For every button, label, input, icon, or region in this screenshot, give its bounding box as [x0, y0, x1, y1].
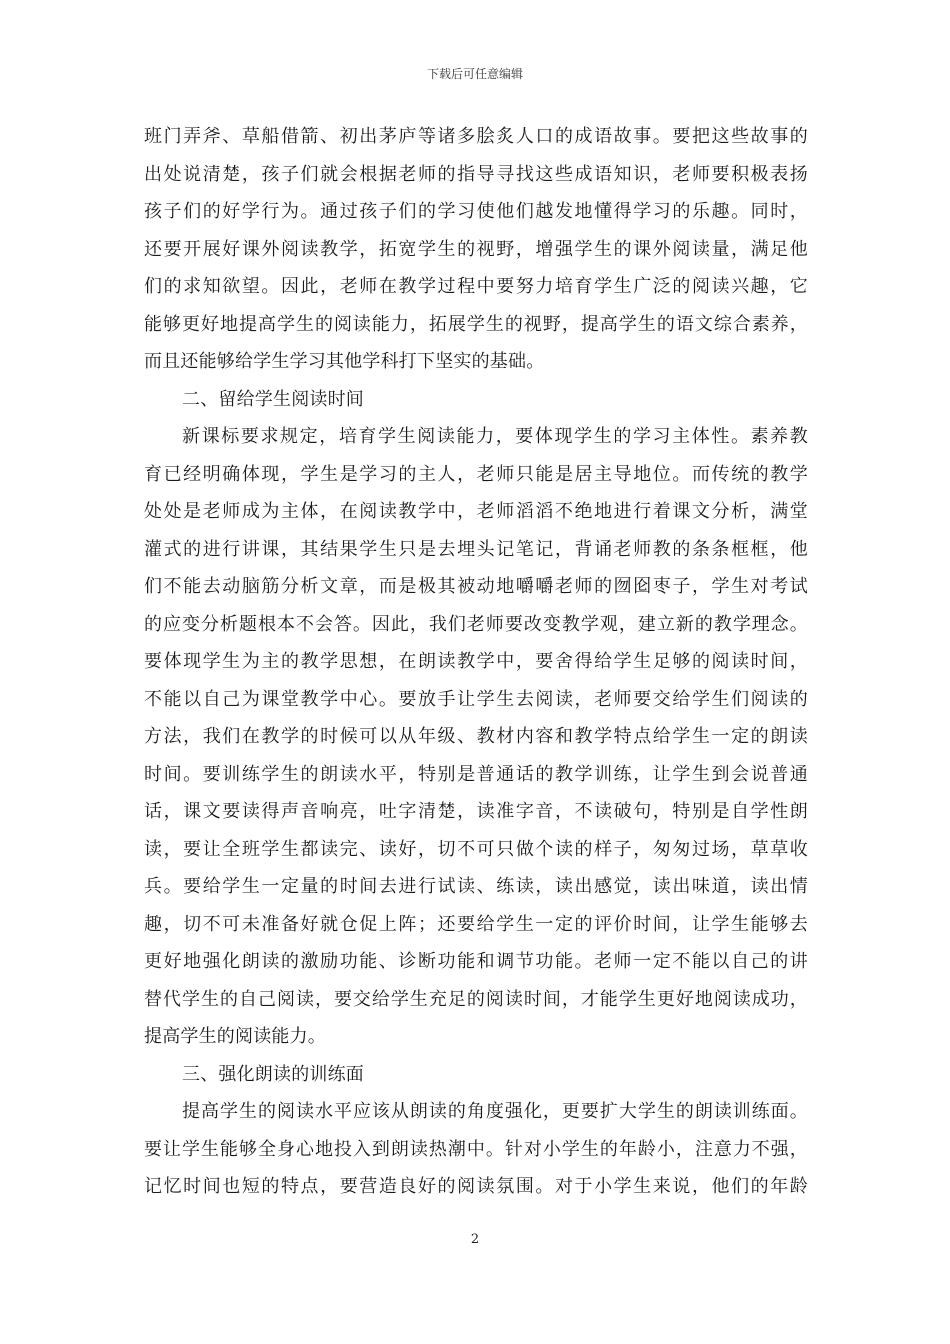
text-line: 的应变分析题根本不会答。因此，我们老师要改变教学观，建立新的教学理念。	[144, 613, 808, 635]
page-header: 下载后可任意编辑	[426, 67, 523, 81]
text-line: 趣，切不可未准备好就仓促上阵；还要给学生一定的评价时间，让学生能够去	[144, 913, 808, 935]
text-line: 替代学生的自己阅读，要交给学生充足的阅读时间，才能学生更好地阅读成功，	[144, 988, 808, 1010]
page-number: 2	[470, 1232, 480, 1247]
text-line: 能够更好地提高学生的阅读能力，拓展学生的视野，提高学生的语文综合素养，	[144, 313, 808, 335]
text-line: 要体现学生为主的教学思想，在朗读教学中，要舍得给学生足够的阅读时间，	[144, 651, 808, 672]
text-line: 时间。要训练学生的朗读水平，特别是普通话的教学训练，让学生到会说普通	[144, 763, 808, 785]
text-line: 要让学生能够全身心地投入到朗读热潮中。针对小学生的年龄小，注意力不强，	[144, 1138, 808, 1160]
text-line: 话，课文要读得声音响亮，吐字清楚，读准字音，不读破句，特别是自学性朗	[144, 801, 808, 822]
text-line: 处处是老师成为主体，在阅读教学中，老师滔滔不绝地进行着课文分析，满堂	[144, 501, 808, 522]
paragraph	[144, 1093, 808, 1206]
section-heading	[144, 381, 808, 419]
text-line: 出处说清楚，孩子们就会根据老师的指导寻找这些成语知识，老师要积极表扬	[144, 163, 808, 185]
text-line: 记忆时间也短的特点，要营造良好的阅读氛围。对于小学生来说，他们的年龄	[144, 1176, 808, 1197]
text-line: 提高学生的阅读水平应该从朗读的角度强化，更要扩大学生的朗读训练面。	[182, 1101, 808, 1122]
text-line: 不能以自己为课堂教学中心。要放手让学生去阅读，老师要交给学生们阅读的	[144, 688, 808, 710]
text-line: 提高学生的阅读能力。	[144, 1026, 326, 1047]
text-line: 班门弄斧、草船借箭、初出茅庐等诸多脍炙人口的成语故事。要把这些故事的	[144, 126, 808, 147]
paragraph	[144, 418, 808, 1056]
section-heading	[144, 1056, 808, 1094]
text-line: 育已经明确体现，学生是学习的主人，老师只能是居主导地位。而传统的教学	[144, 463, 808, 485]
text-line: 们的求知欲望。因此，老师在教学过程中要努力培育学生广泛的阅读兴趣，它	[144, 276, 808, 297]
text-line: 兵。要给学生一定量的时间去进行试读、练读，读出感觉，读出味道，读出情	[144, 876, 808, 897]
text-line: 还要开展好课外阅读教学，拓宽学生的视野，增强学生的课外阅读量，满足他	[144, 238, 808, 260]
text-line: 新课标要求规定，培育学生阅读能力，要体现学生的学习主体性。素养教	[182, 426, 808, 447]
text-line: 灌式的进行讲课，其结果学生只是去埋头记笔记，背诵老师教的条条框框，他	[144, 538, 808, 560]
text-line: 而且还能够给学生学习其他学科打下坚实的基础。	[144, 351, 545, 372]
text-line: 孩子们的好学行为。通过孩子们的学习使他们越发地懂得学习的乐趣。同时，	[144, 201, 808, 222]
heading-text: 三、强化朗读的训练面	[182, 1063, 364, 1085]
text-line: 更好地强化朗读的激励功能、诊断功能和调节功能。老师一定不能以自己的讲	[144, 951, 808, 972]
paragraph	[144, 118, 808, 381]
text-line: 方法，我们在教学的时候可以从年级、教材内容和教学特点给学生一定的朗读	[144, 726, 808, 747]
document-body	[144, 118, 808, 1206]
text-line: 读，要让全班学生都读完、读好，切不可只做个读的样子，匆匆过场，草草收	[144, 838, 808, 860]
heading-text: 二、留给学生阅读时间	[182, 388, 364, 410]
text-line: 们不能去动脑筋分析文章，而是极其被动地嚼嚼老师的囫囵枣子，学生对考试	[144, 576, 808, 597]
